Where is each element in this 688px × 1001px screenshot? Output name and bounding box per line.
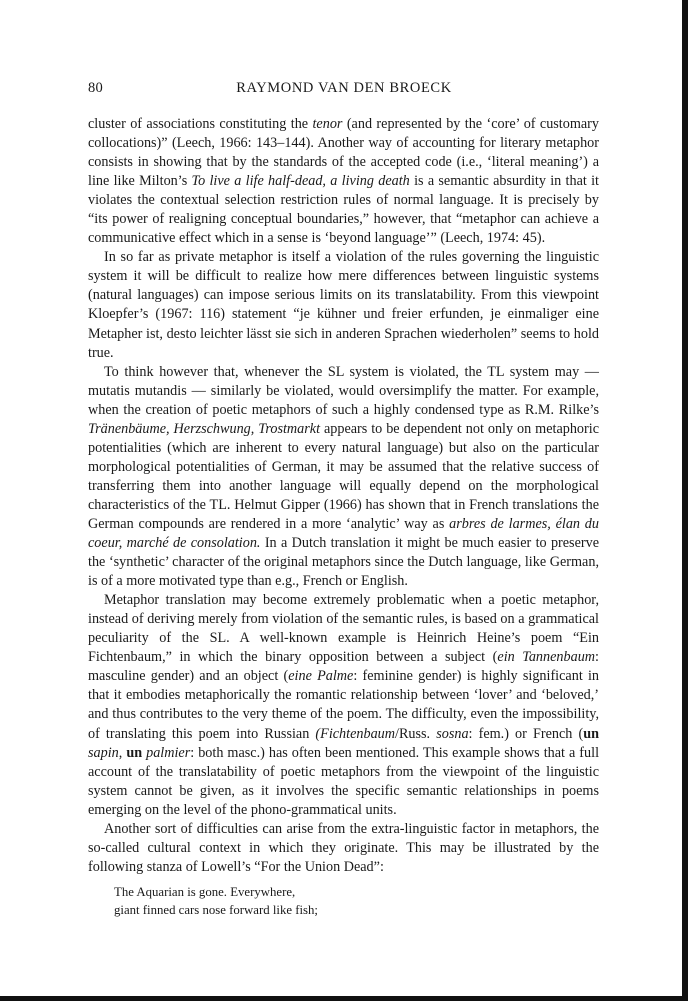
body-text: [88, 115, 599, 919]
text-run: /Russ.: [395, 725, 437, 742]
text-run: : both masc.) has often been mentioned. This example shows that a full account of the translatability of poetic metaphors from the viewpoint of the linguistic system cannot be given, as it involves the specific semantic relationships in poems emerging on the level of the phono-grammatical units.: [88, 744, 600, 818]
text-run: : feminine gender) is highly significant in that it embodies metaphorically the romantic relationship between ‘lover’ and ‘beloved,’ and thus contributes to the very theme of the poem. The difficulty, even the impossibility, of translating this poem into Russian: [88, 668, 600, 742]
running-head: RAYMOND VAN DEN BROECK: [236, 80, 452, 96]
bold-run: un: [583, 725, 599, 742]
italic-run: ein Tannenbaum: [497, 649, 596, 666]
italic-run: Tränenbäume, Herzschwung, Trostmarkt: [88, 420, 321, 437]
verse-quote: [114, 883, 599, 919]
italic-run: sosna: [436, 725, 469, 742]
paragraph: [88, 248, 599, 362]
italic-run: sapin: [88, 744, 119, 761]
italic-run: eine Palme: [288, 668, 354, 685]
page-number: 80: [88, 80, 103, 96]
text-run: In a Dutch translation it might be much easier to preserve the ‘synthetic’ character of the original metaphors since the Dutch language, like German, is of a more motivated type than e.g., French or English.: [88, 535, 599, 590]
paragraph: [88, 820, 599, 877]
text-run: To think however that, whenever the SL system is violated, the TL system may — mutatis mutandis — similarly be violated, would oversimplify the matter. For example, when the creation of poetic metaphors of such a highly condensed type as R.M. Rilke’s: [88, 363, 599, 418]
paragraph: [88, 591, 599, 820]
text-run: ,: [118, 744, 127, 761]
italic-run: palmier: [146, 744, 191, 761]
text-run: cluster of associations constituting the: [88, 116, 313, 132]
page-header: [88, 80, 600, 100]
verse-line: The Aquarian is gone. Everywhere,: [114, 884, 296, 899]
paragraph: [88, 115, 599, 248]
italic-run: (Fichtenbaum: [315, 725, 396, 742]
text-run: : fem.) or French (: [468, 725, 584, 742]
italic-run: arbres de larmes, élan du coeur, marché de consolation.: [88, 515, 599, 552]
paragraph: [88, 363, 599, 592]
text-run: (and represented by the ‘core’ of customary collocations)” (Leech, 1966: 143–144). Another way of accounting for literary metaphor consists in showing that by the standards of the accepted code (i.e., ‘literal meaning’) a line like Milton’s: [88, 116, 599, 190]
text-run: Metaphor translation may become extremely problematic when a poetic metaphor, instead of deriving merely from violation of the semantic rules, is based on a grammatical peculiarity of the SL. A well-known example is Heinrich Heine’s poem “Ein Fichtenbaum,” in which the binary opposition between a subject (: [88, 592, 599, 666]
italic-run: To live a life half-dead, a living death: [191, 173, 410, 190]
page-edge-bottom: [0, 996, 688, 1001]
text-run: appears to be dependent not only on metaphoric potentialities (which are inherent to every natural language) but also on the particular morphological potentialities of German, it may be assumed that the relative success of transferring them into another language will equally depend on the morphological characteristics of the TL. Helmut Gipper (1966) has shown that in French translations the German compounds are rendered in a more ‘analytic’ way as: [88, 420, 599, 532]
text-run: Another sort of difficulties can arise from the extra-linguistic factor in metaphors, the so-called cultural context in which they originate. This may be illustrated by the following stanza of Lowell’s “For the Union Dead”:: [88, 820, 599, 875]
bold-run: un: [126, 744, 143, 761]
text-run: In so far as private metaphor is itself a violation of the rules governing the linguistic system it will be difficult to realize how mere differences between linguistic systems (natural languages) can impose serious limits on its translatability. From this viewpoint Kloepfer’s (1967: 116) statement “je kühner und freier erfunden, je einmaliger eine Metapher ist, desto leichter lässt sie sich in anderen Sprachen wiederholen” seems to hold true.: [88, 249, 599, 361]
page-edge-right: [682, 0, 688, 1001]
verse-line: giant finned cars nose forward like fish;: [114, 902, 318, 917]
text-run: : masculine gender) and an object (: [88, 649, 599, 685]
italic-run: tenor: [312, 116, 343, 132]
text-run: is a semantic absurdity in that it violates the contextual selection restriction rules of normal language. It is precisely by “its power of realigning conceptual boundaries,” however, that “metaphor can achieve a communicative effect which in a sense is ‘beyond language’” (Leech, 1974: 45).: [88, 173, 599, 247]
